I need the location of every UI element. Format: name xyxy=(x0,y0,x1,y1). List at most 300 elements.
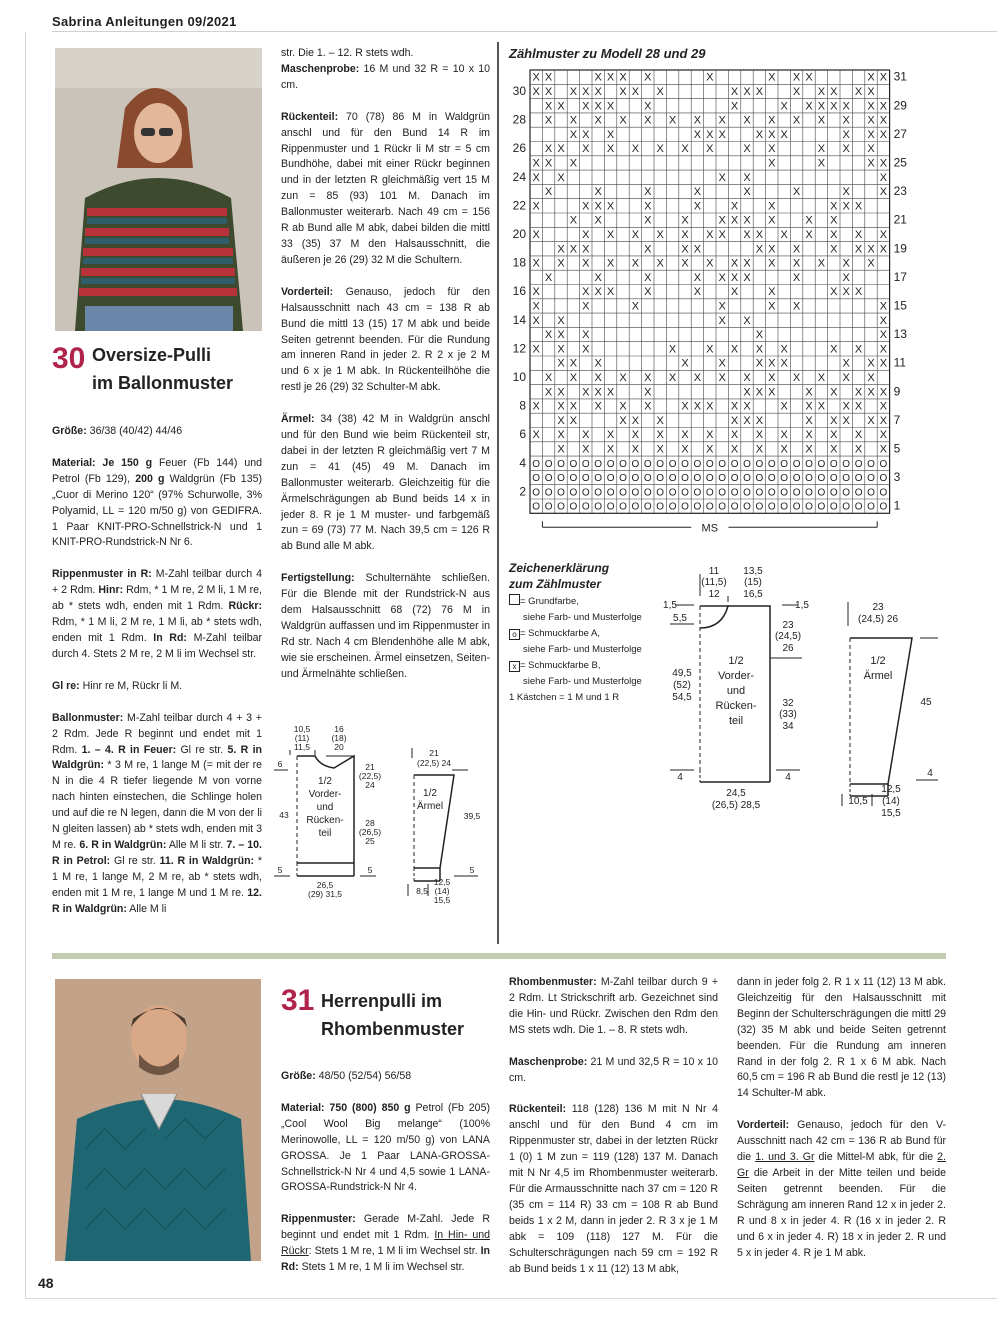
chart-cell-circle: O xyxy=(780,473,789,485)
chart-cell-cross: X xyxy=(817,372,826,385)
chart-cell-cross: X xyxy=(544,114,553,127)
svg-text:(33): (33) xyxy=(779,709,797,720)
chart-cell-circle: O xyxy=(854,487,863,499)
chart-cell-cross: X xyxy=(743,400,751,413)
chart-cell-cross: X xyxy=(631,86,640,99)
chart-row-number-right: 19 xyxy=(893,241,907,256)
svg-text:23: 23 xyxy=(872,602,884,613)
chart-cell-cross: X xyxy=(582,443,590,456)
svg-text:1,5: 1,5 xyxy=(795,600,809,611)
model-31-title-line1: Herrenpulli im xyxy=(321,991,443,1011)
chart-cell-cross: X xyxy=(594,400,602,413)
chart-cell-cross: X xyxy=(780,443,788,456)
chart-cell-cross: X xyxy=(867,357,875,370)
chart-cell-cross: X xyxy=(854,343,863,356)
chart-cell-cross: X xyxy=(656,143,664,156)
svg-text:(14): (14) xyxy=(882,796,900,807)
chart-cell-cross: X xyxy=(681,429,689,442)
chart-cell-cross: X xyxy=(730,271,739,284)
chart-cell-cross: X xyxy=(743,186,751,199)
chart-cell-cross: X xyxy=(582,343,590,356)
chart-cell-cross: X xyxy=(582,100,590,113)
chart-cell-cross: X xyxy=(557,314,565,327)
svg-text:teil: teil xyxy=(318,828,332,839)
chart-cell-cross: X xyxy=(544,100,553,113)
chart-cell-cross: X xyxy=(569,157,578,170)
chart-cell-circle: O xyxy=(730,473,739,485)
svg-text:(24,5) 26: (24,5) 26 xyxy=(857,614,899,625)
chart-cell-cross: X xyxy=(743,257,751,270)
chart-cell-cross: X xyxy=(693,271,702,284)
chart-cell-circle: O xyxy=(594,487,603,499)
schema-30-sleeve xyxy=(408,748,481,905)
chart-cell-cross: X xyxy=(805,386,813,399)
chart-cell-cross: X xyxy=(718,114,726,127)
chart-cell-cross: X xyxy=(867,372,875,385)
chart-cell-cross: X xyxy=(606,143,615,156)
svg-text:10,5: 10,5 xyxy=(848,796,868,807)
chart-cell-cross: X xyxy=(532,286,540,299)
chart-cell-cross: X xyxy=(879,71,888,84)
chart-cell-circle: O xyxy=(643,487,652,499)
chart-cell-cross: X xyxy=(743,171,751,184)
chart-cell-cross: X xyxy=(557,100,565,113)
chart-cell-cross: X xyxy=(619,372,627,385)
chart-cell-cross: X xyxy=(569,357,578,370)
chart-cell-circle: O xyxy=(755,473,764,485)
model-30-left-paragraph: Material: Je 150 g Feuer (Fb 144) und Petrol (Fb 129), 200 g Waldgrün (Fb 135) „Cuor di Merino 120“ (97% Schurwolle, 3% Polyamid, LL = 120 m/50 g) von GEDIFRA. 1 Paar KNIT-PRO-Schnellstrick-N und 1 KNIT-PRO-Rundstrick-N Nr 6. xyxy=(52,456,263,549)
model-31-col1-paragraph: Größe: 48/50 (52/54) 56/58 xyxy=(281,1070,412,1082)
chart-cell-cross: X xyxy=(830,229,838,242)
chart-cell-cross: X xyxy=(867,257,875,270)
chart-cell-cross: X xyxy=(706,71,714,84)
svg-text:(22,5): (22,5) xyxy=(358,771,382,781)
chart-row-number-right: 25 xyxy=(893,155,907,170)
svg-text:(24,5): (24,5) xyxy=(774,631,802,642)
chart-cell-cross: X xyxy=(544,157,553,170)
chart-cell-circle: O xyxy=(730,501,739,513)
chart-cell-circle: O xyxy=(557,473,565,485)
chart-cell-cross: X xyxy=(879,357,888,370)
chart-cell-circle: O xyxy=(643,473,652,485)
chart-cell-circle: O xyxy=(718,473,727,485)
chart-cell-circle: O xyxy=(817,473,826,485)
model-31-number: 31 xyxy=(281,984,315,1017)
chart-cell-cross: X xyxy=(706,229,714,242)
chart-cell-cross: X xyxy=(768,157,776,170)
svg-text:16: 16 xyxy=(334,724,344,734)
chart-cell-cross: X xyxy=(879,414,888,427)
chart-cell-circle: O xyxy=(643,458,652,470)
chart-cell-cross: X xyxy=(693,286,702,299)
chart-cell-cross: X xyxy=(532,314,540,327)
chart-cell-cross: X xyxy=(768,300,776,313)
chart-cell-circle: O xyxy=(718,487,727,499)
chart-cell-cross: X xyxy=(594,86,602,99)
chart-cell-cross: X xyxy=(693,400,702,413)
header-rule xyxy=(52,31,997,32)
chart-cell-circle: O xyxy=(619,458,627,470)
chart-cell-circle: O xyxy=(805,501,813,513)
chart-cell-circle: O xyxy=(544,501,553,513)
chart-row-number-left: 12 xyxy=(512,341,526,356)
model-31-col2-paragraph: Rhombenmuster: M-Zahl teilbar durch 9 + 2 Rdm. Lt Strickschrift arb. Gezeichnet sind die Hin- und Rückr. Zwischen den Rdm den MS stets wdh. Die 1. – 8. R stets wdh. xyxy=(509,976,718,1036)
chart-cell-cross: X xyxy=(867,100,875,113)
chart-cell-cross: X xyxy=(619,71,627,84)
svg-text:39,5: 39,5 xyxy=(463,811,481,821)
model-30-mid-paragraph: Rückenteil: 70 (78) 86 M in Waldgrün anschl und für den Bund 14 R im Rippenmuster und 1 Rückr li M str = 5 cm Bundhöhe, dabei mit einer Rückr beginnen und in der letzten R gleichmäßig vert 15 M zun = 85 (93) 101 M. Danach im Ballonmuster weiterarb. Nach 49 cm = 156 R ab Bund alle M abk, dabei bilden die mittl 33 (35) 37 M den Halsausschnitt, die äußeren je 26 (29) 32 M die Schultern. xyxy=(281,110,490,266)
chart-cell-cross: X xyxy=(668,343,677,356)
chart-cell-cross: X xyxy=(768,386,776,399)
chart-cell-cross: X xyxy=(606,100,615,113)
chart-cell-circle: O xyxy=(619,473,627,485)
chart-cell-circle: O xyxy=(792,487,801,499)
chart-row-number-left: 8 xyxy=(519,398,526,413)
chart-cell-cross: X xyxy=(544,71,553,84)
chart-cell-cross: X xyxy=(606,386,615,399)
column-divider xyxy=(497,42,499,944)
chart-cell-cross: X xyxy=(594,200,602,213)
chart-row-number-right: 5 xyxy=(893,441,901,456)
chart-cell-cross: X xyxy=(569,114,578,127)
chart-cell-circle: O xyxy=(867,458,875,470)
chart-cell-circle: O xyxy=(643,501,652,513)
model-30-mid-paragraph: Fertigstellung: Schulternähte schließen. Für die Blende mit der Rundstrick-N aus dem Halsausschnitt 68 (72) 76 M in Waldgrün auffassen und im Rippenmuster in Rd str. Nach 4 cm Blendenhöhe alle M abk, wie sie erscheinen. Ärmel einsetzen, Seiten- und Ärmelnähte schließen. xyxy=(281,572,490,680)
chart-cell-cross: X xyxy=(842,400,850,413)
chart-cell-cross: X xyxy=(755,329,764,342)
chart-cell-cross: X xyxy=(817,143,826,156)
chart-cell-cross: X xyxy=(681,443,689,456)
chart-cell-cross: X xyxy=(644,114,652,127)
chart-cell-cross: X xyxy=(681,357,689,370)
chart-cell-circle: O xyxy=(544,487,553,499)
chart-cell-cross: X xyxy=(730,200,739,213)
svg-text:(14): (14) xyxy=(434,886,450,896)
chart-legend xyxy=(509,560,649,706)
chart-cell-cross: X xyxy=(730,100,739,113)
chart-cell-cross: X xyxy=(557,414,565,427)
chart-row-number-right: 1 xyxy=(893,498,901,513)
svg-text:4: 4 xyxy=(785,772,791,783)
svg-text:11: 11 xyxy=(708,566,720,577)
model-30-title-line1: Oversize-Pulli xyxy=(92,345,212,365)
chart-cell-cross: X xyxy=(867,243,875,256)
chart-cell-cross: X xyxy=(656,86,664,99)
chart-cell-cross: X xyxy=(644,214,652,227)
chart-cell-cross: X xyxy=(706,400,714,413)
svg-text:28: 28 xyxy=(365,818,375,828)
chart-cell-cross: X xyxy=(681,143,689,156)
chart-cell-cross: X xyxy=(606,257,615,270)
chart-cell-cross: X xyxy=(768,372,776,385)
chart-cell-cross: X xyxy=(792,271,801,284)
chart-cell-cross: X xyxy=(768,243,776,256)
chart-cell-cross: X xyxy=(792,114,801,127)
model-30-left-paragraph: Ballonmuster: M-Zahl teilbar durch 4 + 3 + 2 Rdm. Jede R beginnt und endet mit 1 Rdm. 1. – 4. R in Feuer: Gl re str. 5. R in Waldgrün: * 3 M re, 1 lange M (= mit der re N in die 4 R tiefer liegende M von vorne nach hinten einstechen, die Schlinge holen und auf die re N legen, dann die M von der li N gleiten lassen) ab * stets wdh, enden mit 3 M re. 6. R in Waldgrün: Alle M li str. 7. – 10. R in Petrol: Gl re str. 11. R in Waldgrün: * 1 M re, 1 lange M, 2 M re, ab * stets wdh, enden mit 1 M re, 1 lange M und 1 M re. 12. R in Waldgrün: Alle M li xyxy=(52,711,262,915)
chart-cell-cross: X xyxy=(743,143,751,156)
chart-row-number-right: 27 xyxy=(893,126,907,141)
chart-cell-cross: X xyxy=(792,86,801,99)
chart-cell-circle: O xyxy=(557,501,565,513)
chart-cell-cross: X xyxy=(718,171,726,184)
chart-cell-cross: X xyxy=(755,414,764,427)
svg-text:1/2: 1/2 xyxy=(728,655,744,667)
chart-cell-cross: X xyxy=(569,243,578,256)
chart-cell-circle: O xyxy=(681,501,689,513)
chart-cell-cross: X xyxy=(544,372,553,385)
chart-cell-cross: X xyxy=(780,357,788,370)
chart-cell-circle: O xyxy=(693,458,702,470)
chart-cell-cross: X xyxy=(842,271,850,284)
chart-cell-cross: X xyxy=(792,372,801,385)
chart-cell-circle: O xyxy=(705,487,714,499)
chart-cell-circle: O xyxy=(606,473,615,485)
chart-cell-cross: X xyxy=(582,128,590,141)
chart-cell-circle: O xyxy=(705,501,714,513)
chart-cell-cross: X xyxy=(594,386,602,399)
chart-cell-cross: X xyxy=(805,71,813,84)
chart-cell-circle: O xyxy=(569,487,578,499)
chart-cell-circle: O xyxy=(829,487,838,499)
chart-cell-circle: O xyxy=(805,487,813,499)
chart-cell-cross: X xyxy=(631,443,640,456)
chart-cell-circle: O xyxy=(581,501,590,513)
empty-box-icon xyxy=(509,594,520,605)
chart-cell-cross: X xyxy=(768,257,776,270)
chart-cell-cross: X xyxy=(842,100,850,113)
chart-cell-cross: X xyxy=(805,414,813,427)
svg-text:21: 21 xyxy=(429,748,439,758)
svg-text:und: und xyxy=(316,802,334,813)
chart-cell-cross: X xyxy=(693,114,702,127)
chart-row-number-left: 30 xyxy=(512,84,526,99)
chart-cell-cross: X xyxy=(792,71,801,84)
chart-cell-circle: O xyxy=(780,501,789,513)
chart-cell-cross: X xyxy=(867,114,875,127)
chart-cell-circle: O xyxy=(581,473,590,485)
chart-cell-cross: X xyxy=(817,157,826,170)
man-sweater-photo xyxy=(55,979,261,1261)
chart-cell-circle: O xyxy=(631,458,640,470)
chart-cell-circle: O xyxy=(619,487,627,499)
chart-cell-cross: X xyxy=(656,229,664,242)
chart-row-number-left: 24 xyxy=(512,169,526,184)
model-31-instructions-col1 xyxy=(281,1069,490,1292)
chart-cell-cross: X xyxy=(805,443,813,456)
chart-cell-cross: X xyxy=(619,400,627,413)
cross-box-icon: x xyxy=(509,661,520,672)
chart-cell-cross: X xyxy=(718,314,726,327)
svg-text:8,5: 8,5 xyxy=(416,886,428,896)
chart-cell-circle: O xyxy=(743,501,751,513)
chart-cell-cross: X xyxy=(768,200,776,213)
chart-cell-cross: X xyxy=(755,229,764,242)
chart-cell-cross: X xyxy=(718,229,726,242)
model-30-instructions-middle xyxy=(281,46,490,699)
chart-cell-cross: X xyxy=(594,357,602,370)
chart-cell-cross: X xyxy=(557,443,565,456)
chart-cell-circle: O xyxy=(842,473,851,485)
chart-cell-cross: X xyxy=(743,386,751,399)
svg-text:(52): (52) xyxy=(673,680,691,691)
chart-cell-cross: X xyxy=(644,386,652,399)
model-31-instructions-col2 xyxy=(509,975,718,1293)
chart-cell-cross: X xyxy=(854,429,863,442)
chart-cell-cross: X xyxy=(631,429,640,442)
woman-sweater-photo xyxy=(55,48,262,331)
chart-cell-cross: X xyxy=(644,286,652,299)
svg-text:11,5: 11,5 xyxy=(294,742,310,752)
chart-cell-cross: X xyxy=(544,86,553,99)
svg-text:teil: teil xyxy=(728,715,744,727)
chart-cell-cross: X xyxy=(780,429,788,442)
chart-cell-cross: X xyxy=(817,400,826,413)
chart-row-number-right: 29 xyxy=(893,98,907,113)
chart-cell-circle: O xyxy=(681,487,689,499)
chart-cell-cross: X xyxy=(780,400,788,413)
schema-30-body xyxy=(274,724,381,899)
chart-cell-circle: O xyxy=(668,458,677,470)
chart-cell-circle: O xyxy=(718,458,727,470)
chart-cell-cross: X xyxy=(582,200,590,213)
chart-cell-cross: X xyxy=(879,314,888,327)
chart-cell-circle: O xyxy=(557,458,565,470)
chart-cell-cross: X xyxy=(582,143,590,156)
chart-cell-circle: O xyxy=(705,473,714,485)
chart-cell-cross: X xyxy=(854,86,863,99)
svg-text:5: 5 xyxy=(367,865,373,875)
chart-cell-circle: O xyxy=(668,487,677,499)
chart-cell-cross: X xyxy=(768,114,776,127)
chart-cell-cross: X xyxy=(842,372,850,385)
model-30-left-paragraph: Rippenmuster in R: M-Zahl teilbar durch 4 + 2 Rdm. Hinr: Rdm, * 1 M re, 2 M li, 1 M re, ab * stets wdh, enden mit 1 Rdm. Rückr: Rdm, * 1 M li, 2 M re, 1 M li, ab * stets wdh, enden mit 1 Rdm. In Rd: M-Zahl teilbar durch 4. Stets 2 M re, 2 M li im Wechsel str. xyxy=(52,568,263,660)
chart-cell-cross: X xyxy=(569,214,578,227)
chart-cell-cross: X xyxy=(656,443,664,456)
chart-cell-cross: X xyxy=(755,243,764,256)
chart-cell-circle: O xyxy=(681,473,689,485)
chart-cell-cross: X xyxy=(619,114,627,127)
chart-cell-cross: X xyxy=(644,372,652,385)
chart-row-number-left: 28 xyxy=(512,112,526,127)
svg-text:21: 21 xyxy=(365,762,375,772)
chart-cell-cross: X xyxy=(594,286,602,299)
chart-cell-cross: X xyxy=(693,200,702,213)
chart-row-number-right: 7 xyxy=(893,412,901,427)
chart-cell-cross: X xyxy=(569,128,578,141)
chart-cell-circle: O xyxy=(730,487,739,499)
chart-cell-circle: O xyxy=(693,473,702,485)
chart-cell-cross: X xyxy=(532,343,540,356)
chart-cell-cross: X xyxy=(606,128,615,141)
model-30-mid-paragraph: Ärmel: 34 (38) 42 M in Waldgrün anschl und für den Bund wie beim Rückenteil str, dabei in der letzten R gleichmäßig vert 7 M zun = 41 (45) 49 M. Danach im Ballonmuster weiterarb. Gleichzeitig für die Ärmelschrägungen ab Bund beids 14 x in jeder 8. R je 1 M muster- und farbgemäß zun = 69 (73) 77 M. Nach 39,5 cm = 126 R ab Bund alle M abk. xyxy=(281,413,490,553)
chart-cell-cross: X xyxy=(693,128,702,141)
legend-title-2: zum Zählmuster xyxy=(509,577,602,591)
chart-cell-cross: X xyxy=(631,257,640,270)
chart-cell-circle: O xyxy=(656,487,665,499)
chart-cell-cross: X xyxy=(532,71,540,84)
chart-cell-circle: O xyxy=(767,487,776,499)
chart-cell-cross: X xyxy=(681,243,689,256)
chart-cell-cross: X xyxy=(805,400,813,413)
svg-text:24,5: 24,5 xyxy=(726,788,746,799)
chart-cell-cross: X xyxy=(730,343,739,356)
chart-cell-cross: X xyxy=(792,243,801,256)
chart-cell-circle: O xyxy=(755,501,764,513)
chart-cell-circle: O xyxy=(668,501,677,513)
chart-cell-cross: X xyxy=(805,100,813,113)
legend-item-a-sub: siehe Farb- und Musterfolge xyxy=(523,644,642,655)
chart-cell-cross: X xyxy=(879,400,888,413)
chart-cell-cross: X xyxy=(879,114,888,127)
chart-cell-cross: X xyxy=(730,257,739,270)
chart-cell-cross: X xyxy=(854,400,863,413)
chart-cell-circle: O xyxy=(606,501,615,513)
chart-cell-cross: X xyxy=(842,414,850,427)
svg-text:12: 12 xyxy=(708,589,720,600)
chart-cell-circle: O xyxy=(767,458,776,470)
chart-row-number-left: 2 xyxy=(519,484,526,499)
chart-cell-circle: O xyxy=(755,458,764,470)
chart-cell-circle: O xyxy=(557,487,565,499)
chart-cell-cross: X xyxy=(730,443,739,456)
chart-cell-cross: X xyxy=(780,100,788,113)
chart-cell-cross: X xyxy=(644,100,652,113)
chart-cell-circle: O xyxy=(879,473,888,485)
chart-cell-cross: X xyxy=(606,443,615,456)
chart-cell-cross: X xyxy=(582,329,590,342)
chart-cell-circle: O xyxy=(867,473,875,485)
chart-cell-cross: X xyxy=(557,386,565,399)
chart-cell-cross: X xyxy=(631,229,640,242)
chart-cell-cross: X xyxy=(743,114,751,127)
legend-title-1: Zeichenerklärung xyxy=(509,561,610,575)
svg-text:Vorder-: Vorder- xyxy=(717,670,755,682)
svg-text:15,5: 15,5 xyxy=(881,808,901,819)
chart-cell-circle: O xyxy=(867,501,875,513)
chart-cell-circle: O xyxy=(606,458,615,470)
chart-cell-circle: O xyxy=(780,487,789,499)
svg-text:4: 4 xyxy=(677,772,683,783)
svg-text:(26,5): (26,5) xyxy=(358,827,382,837)
chart-cell-cross: X xyxy=(842,114,850,127)
chart-cell-cross: X xyxy=(768,128,776,141)
chart-cell-cross: X xyxy=(817,114,826,127)
chart-cell-cross: X xyxy=(830,86,838,99)
chart-cell-circle: O xyxy=(879,487,888,499)
svg-text:20: 20 xyxy=(334,742,344,752)
chart-cell-circle: O xyxy=(867,487,875,499)
chart-cell-circle: O xyxy=(805,458,813,470)
chart-cell-cross: X xyxy=(693,372,702,385)
chart-cell-cross: X xyxy=(768,143,776,156)
page-left-edge xyxy=(25,32,26,1298)
schema-31-diagrams xyxy=(652,558,952,820)
chart-cell-cross: X xyxy=(718,372,726,385)
chart-cell-cross: X xyxy=(854,229,863,242)
model-30-left-paragraph: Größe: 36/38 (40/42) 44/46 xyxy=(52,425,183,437)
svg-text:26: 26 xyxy=(782,643,794,654)
chart-cell-circle: O xyxy=(755,487,764,499)
chart-cell-cross: X xyxy=(582,286,590,299)
chart-cell-cross: X xyxy=(755,86,764,99)
chart-cell-circle: O xyxy=(829,458,838,470)
chart-cell-cross: X xyxy=(879,300,888,313)
chart-cell-cross: X xyxy=(768,357,776,370)
svg-text:4: 4 xyxy=(927,768,933,779)
chart-cell-cross: X xyxy=(582,243,590,256)
chart-cell-cross: X xyxy=(644,243,652,256)
chart-cell-cross: X xyxy=(780,343,788,356)
